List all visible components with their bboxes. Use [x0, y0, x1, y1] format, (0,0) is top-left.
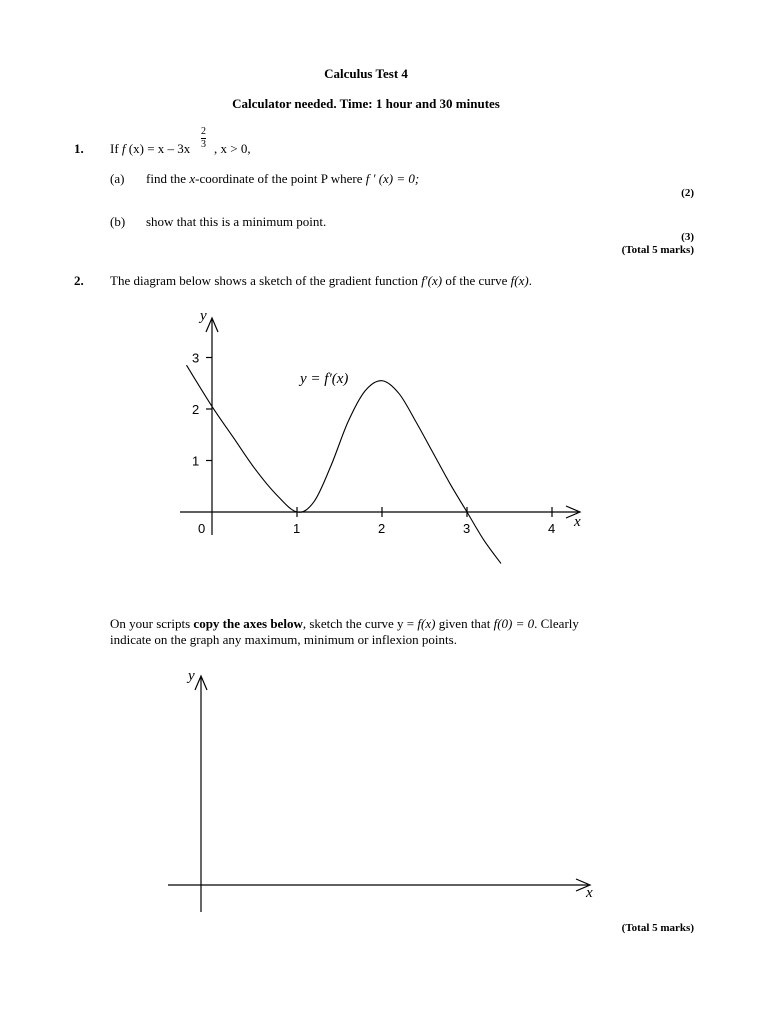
q1-a-text-1: find the — [146, 171, 190, 186]
q2-copy-bold: copy the axes below — [193, 616, 303, 631]
y-tick-label: 2 — [192, 402, 200, 417]
q1-part-b-text: show that this is a minimum point. — [146, 214, 327, 229]
q2-intro-1: The diagram below shows a sketch of the gradient function — [110, 273, 422, 288]
q1-a-x: x — [189, 171, 196, 186]
x-tick-label: 1 — [293, 521, 301, 536]
q1-expression: (x) = x – 3x — [125, 141, 191, 156]
page-title: Calculus Test 4 — [324, 66, 408, 81]
q2-intro-f: f(x) — [510, 273, 529, 288]
y-tick-label: 3 — [192, 350, 200, 366]
blank-x-axis-label: x — [586, 885, 593, 901]
q2-instruction-line-2: indicate on the graph any maximum, minimum or inflexion points. — [110, 632, 457, 647]
x-tick-label: 4 — [548, 521, 556, 536]
q1-f: f — [121, 141, 126, 156]
q2-copy-4: . Clearly — [534, 616, 579, 631]
q1-part-a-label: (a) — [110, 171, 125, 186]
q1-exponent-bottom: 3 — [201, 139, 206, 150]
q2-intro-2: of the curve — [442, 273, 511, 288]
question-1-number: 1. — [74, 141, 84, 156]
q2-copy-2: , sketch the curve y = — [302, 616, 418, 631]
q2-copy-f: f(x) — [417, 616, 436, 631]
y-tick-label: 1 — [192, 453, 200, 469]
q1-part-b-label: (b) — [110, 214, 126, 229]
q1-part-a-marks: (2) — [681, 187, 694, 199]
q1-total-marks: (Total 5 marks) — [621, 244, 694, 256]
q2-copy-f0: f(0) = 0 — [493, 616, 535, 631]
q2-copy-3: given that — [435, 616, 494, 631]
q1-if: If — [110, 141, 119, 156]
q2-total-marks: (Total 5 marks) — [621, 922, 694, 934]
question-2-number: 2. — [74, 273, 84, 288]
x-tick-label: 3 — [463, 521, 471, 536]
curve-annotation: y = f′(x) — [300, 371, 349, 387]
q2-copy-1: On your scripts — [110, 616, 194, 631]
x-axis-label: x — [574, 514, 581, 530]
q2-intro-fprime: f′(x) — [421, 273, 443, 288]
blank-y-axis-label: y — [188, 668, 195, 684]
x-tick-label: 2 — [378, 521, 386, 536]
page-subtitle: Calculator needed. Time: 1 hour and 30 minutes — [232, 96, 500, 111]
x-tick-label: 0 — [198, 521, 206, 536]
q1-a-fprime: f ′ (x) = 0; — [365, 171, 420, 186]
q1-condition: , x > 0, — [214, 141, 251, 156]
y-axis-label: y — [200, 308, 207, 324]
q1-a-text-2: -coordinate of the point P where — [195, 171, 366, 186]
q1-exponent-top: 2 — [201, 126, 206, 137]
q2-intro-3: . — [528, 273, 532, 288]
q1-part-b-marks: (3) — [681, 231, 694, 243]
